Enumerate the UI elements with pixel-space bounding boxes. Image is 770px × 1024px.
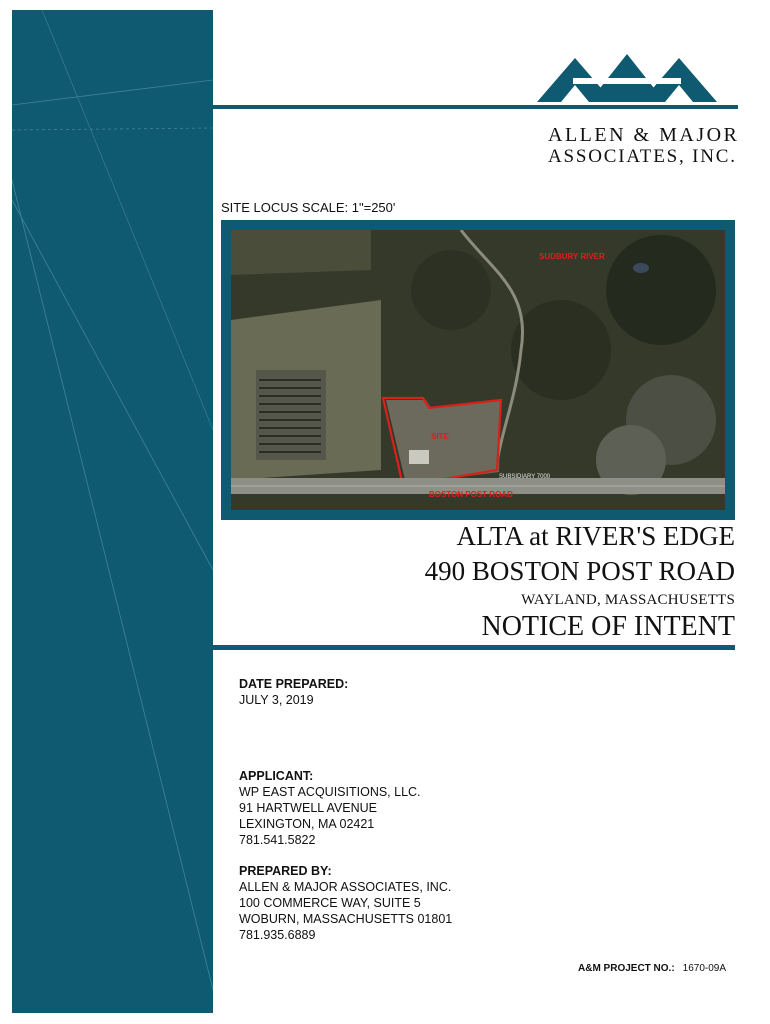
prepared-line: 781.935.6889 [239,928,316,942]
prepared-line: 100 COMMERCE WAY, SUITE 5 [239,896,421,910]
aerial-image [231,230,725,510]
band-lines [12,10,213,1013]
applicant-heading: APPLICANT: [239,769,314,783]
prepared-heading: PREPARED BY: [239,864,332,878]
prepared-by-block [239,863,452,943]
date-value: JULY 3, 2019 [239,693,314,707]
date-heading: DATE PREPARED: [239,677,349,691]
applicant-line: WP EAST ACQUISITIONS, LLC. [239,785,421,799]
map-label-road: BOSTON POST ROAD [429,490,513,499]
am-logo [537,52,717,104]
date-prepared-block [239,676,348,708]
left-decorative-band [12,10,213,1013]
am-mountain-logo-icon [537,52,717,104]
project-number [578,963,726,974]
site-locus-scale: SITE LOCUS SCALE: 1"=250' [221,200,396,215]
header-rule [213,105,738,109]
map-label-small: SUBSIDIARY 7000 [499,474,551,480]
company-name-line2: ASSOCIATES, INC. [548,146,737,167]
prepared-line: ALLEN & MAJOR ASSOCIATES, INC. [239,880,452,894]
site-locus-map-frame [221,220,735,520]
project-address: 490 BOSTON POST ROAD [424,556,735,586]
site-locus-aerial-map [231,230,725,510]
map-label-site: SITE [431,432,449,441]
applicant-line: 91 HARTWELL AVENUE [239,801,378,815]
project-number-label: A&M PROJECT NO.: [578,963,675,974]
project-number-value: 1670-09A [682,963,727,974]
applicant-line: LEXINGTON, MA 02421 [239,817,375,831]
document-title: NOTICE OF INTENT [481,611,735,642]
project-town: WAYLAND, MASSACHUSETTS [521,592,735,608]
project-name: ALTA at RIVER'S EDGE [456,521,735,551]
prepared-line: WOBURN, MASSACHUSETTS 01801 [239,912,453,926]
applicant-block [239,768,421,848]
applicant-line: 781.541.5822 [239,833,316,847]
map-label-river: SUDBURY RIVER [539,252,605,261]
company-name-line1: ALLEN & MAJOR [548,124,740,146]
title-rule [213,645,735,650]
